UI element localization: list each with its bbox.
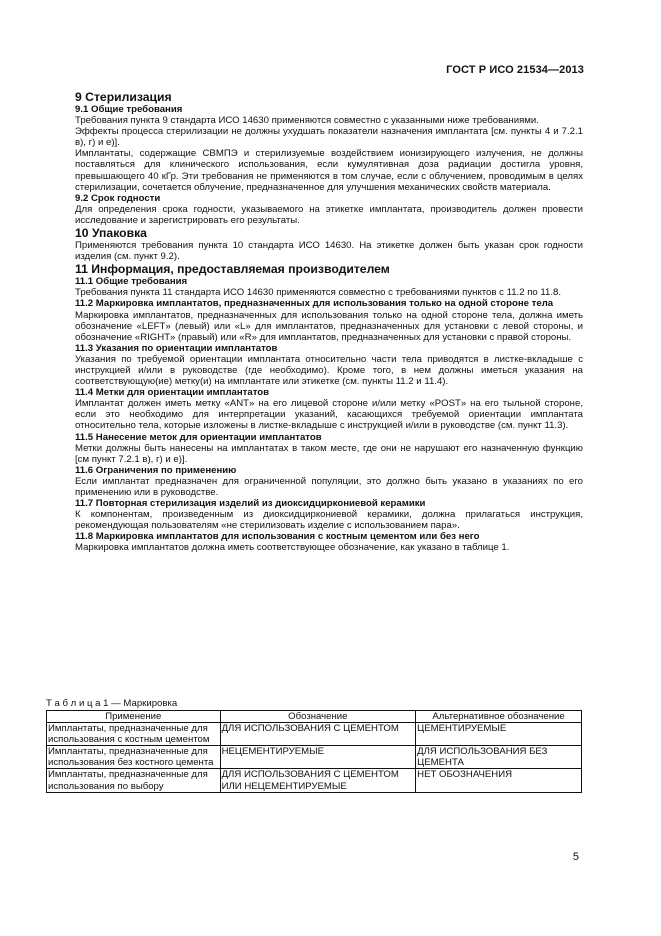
table-header-alternative: Альтернативное обозначение — [416, 711, 582, 723]
table-header-application: Применение — [47, 711, 221, 723]
section-11-5-paragraph-1: Метки должны быть нанесены на имплантатах в таком месте, где они не нарушают его назначенную функцию [см пункт 7.2.1 в), г) и е)]. — [75, 442, 583, 465]
section-11-4-paragraph-1: Имплантат должен иметь метку «ANT» на его лицевой стороне и/или метку «POST» на его тыльной стороне, если это необходимо для интерпретации указаний, касающихся требуемой ориентации имплантата относительно тела, которые изложены в листке-вкладыше с инструкцией и/или в руководстве (см. пункт 11.3). — [75, 398, 583, 432]
section-11-7-title: 11.7 Повторная стерилизация изделий из диоксидциркониевой керамики — [75, 498, 426, 510]
section-9-2-paragraph-1: Для определения срока годности, указываемого на этикетке имплантата, производитель должен провести исследование и зарегистрировать его результаты. — [75, 203, 583, 226]
section-11-3-paragraph-1: Указания по требуемой ориентации имплантата относительно части тела приводятся в листке-вкладыше с инструкцией и/или в руководстве (где необходимо). Кроме того, в нем должны иметься указания на соответствующую(ие) метку(и) на имплантате или этикетке (см. пункты 11.2 и 11.4). — [75, 353, 583, 388]
section-11-2-title: 11.2 Маркировка имплантатов, предназначенных для использования только на одной стороне тела — [75, 298, 554, 310]
section-11-5-title: 11.5 Нанесение меток для ориентации имплантатов — [75, 431, 322, 443]
table-cell: ЦЕМЕНТИРУЕМЫЕ — [416, 723, 582, 746]
section-10-paragraph-1: Применяются требования пункта 10 стандарта ИСО 14630. На этикетке должен быть указан срок годности изделия (см. пункт 9.2). — [75, 240, 583, 263]
table-row — [47, 769, 582, 792]
table-cell: Имплантаты, предназначенные для использования с костным цементом — [47, 723, 221, 746]
section-9-title: 9 Стерилизация — [75, 90, 172, 104]
table-header-row — [47, 711, 582, 723]
section-11-1-title: 11.1 Общие требования — [75, 276, 188, 288]
section-11-1-paragraph-1: Требования пункта 11 стандарта ИСО 14630 применяются совместно с требованиями пунктов с 11.2 по 11.8. — [75, 287, 562, 299]
table-row — [47, 723, 582, 746]
section-11-2-paragraph-1: Маркировка имплантатов, предназначенных для использования только на одной стороне тела, должна иметь обозначение «LEFT» (левый) или «L» для имплантатов, предназначенных для установки с левой стороны, и обозначение «RIGHT» (правый) или «R» для имплантатов, предназначенных для установки с правой стороны. — [75, 309, 583, 343]
section-11-7-paragraph-1: К компонентам, произведенным из диоксидциркониевой керамики, должна прилагаться инструкция, рекомендующая пользователям «не стерилизовать изделие с использованием пара». — [75, 509, 583, 532]
table-cell: ДЛЯ ИСПОЛЬЗОВАНИЯ С ЦЕМЕНТОМ ИЛИ НЕЦЕМЕНТИРУЕМЫЕ — [220, 769, 416, 792]
table-cell: Имплантаты, предназначенные для использования без костного цемента — [47, 746, 221, 769]
table-cell: Имплантаты, предназначенные для использования по выбору — [47, 769, 221, 792]
standard-header: ГОСТ Р ИСО 21534—2013 — [446, 64, 584, 76]
section-9-1-paragraph-2: Эффекты процесса стерилизации не должны ухудшать показатели назначения имплантата [см. пункты 4 и 7.2.1 в), г) и е)]. — [75, 126, 583, 149]
section-11-6-paragraph-1: Если имплантат предназначен для ограниченной популяции, это должно быть указано в указаниях по его применению или в руководстве. — [75, 475, 583, 498]
table-row — [47, 746, 582, 769]
section-11-8-title: 11.8 Маркировка имплантатов для использования с костным цементом или без него — [75, 531, 480, 543]
section-11-6-title: 11.6 Ограничения по применению — [75, 464, 237, 476]
marking-table — [46, 710, 582, 793]
main-text — [75, 90, 583, 554]
section-9-1-paragraph-3: Имплантаты, содержащие СВМПЭ и стерилизуемые воздействием ионизирующего излучения, не должны поставляться для клинического использования, если кумулятивная доза радиации достигла уровня, превышающего 40 кГр. Эти требования не применяются в том случае, если с облучением, проводимым в целях стерилизации, сочетается облучение, предназначенное для улучшения механических свойств материала. — [75, 148, 583, 193]
page-number: 5 — [572, 851, 579, 863]
table-cell: ДЛЯ ИСПОЛЬЗОВАНИЯ С ЦЕМЕНТОМ — [220, 723, 416, 746]
table-header-designation: Обозначение — [220, 711, 416, 723]
table-caption: Т а б л и ц а 1 — Маркировка — [46, 698, 178, 709]
section-10-title: 10 Упаковка — [75, 226, 147, 241]
section-11-3-title: 11.3 Указания по ориентации имплантатов — [75, 342, 278, 354]
section-11-4-title: 11.4 Метки для ориентации имплантатов — [75, 387, 270, 399]
section-9-1-paragraph-1: Требования пункта 9 стандарта ИСО 14630 применяются совместно с указанными ниже требованиями. — [75, 115, 539, 127]
section-9-2-title: 9.2 Срок годности — [75, 192, 161, 204]
section-11-title: 11 Информация, предоставляемая производителем — [75, 262, 390, 277]
section-11-8-paragraph-1: Маркировка имплантатов должна иметь соответствующее обозначение, как указано в таблице 1. — [75, 542, 510, 554]
table-cell: ДЛЯ ИСПОЛЬЗОВАНИЯ БЕЗ ЦЕМЕНТА — [416, 746, 582, 769]
table-cell: НЕТ ОБОЗНАЧЕНИЯ — [416, 769, 582, 792]
section-9-1-title: 9.1 Общие требования — [75, 104, 183, 115]
table-cell: НЕЦЕМЕНТИРУЕМЫЕ — [220, 746, 416, 769]
